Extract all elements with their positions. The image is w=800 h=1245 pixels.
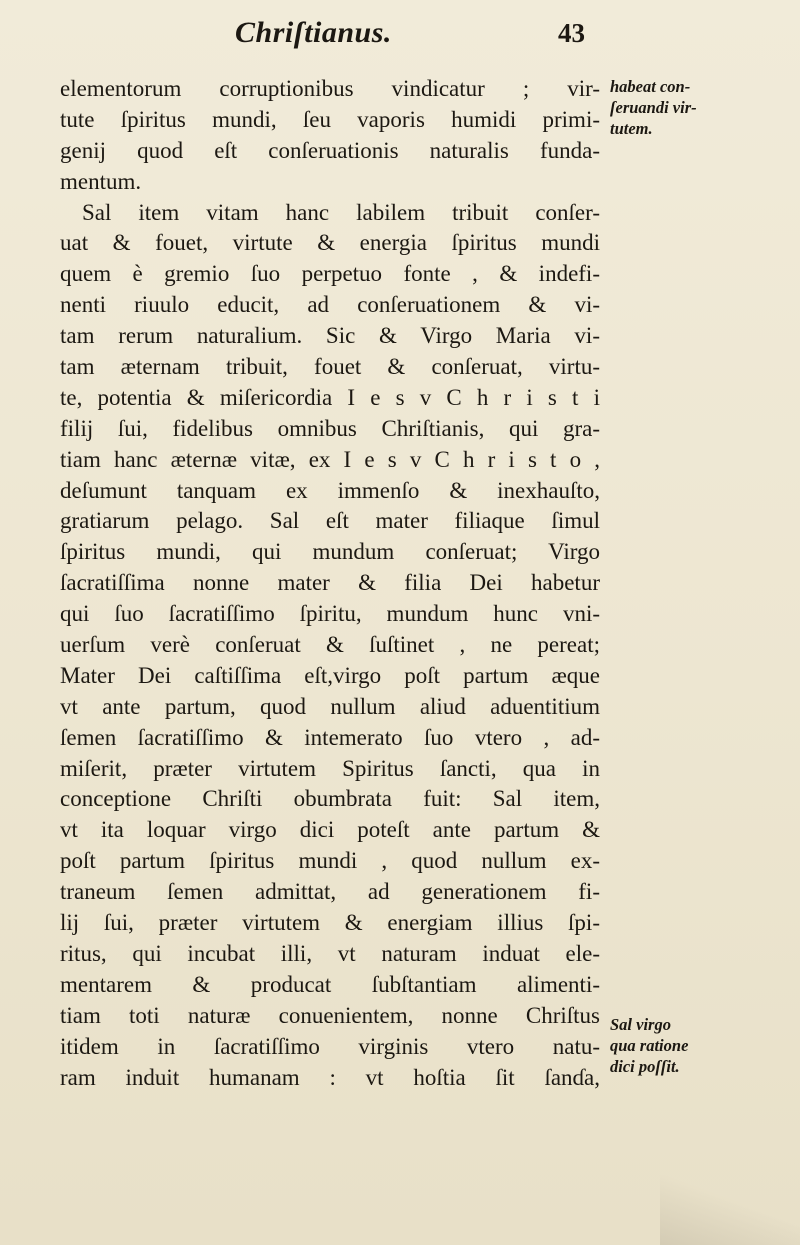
text-line: filij ſui, fidelibus omnibus Chriſtianis, qui gra- (60, 415, 600, 441)
text-line: tam æternam tribuit, fouet & conſeruat, virtu- (60, 354, 600, 380)
text-line: mentum. (60, 168, 142, 194)
text-line: ſemen ſacratiſſimo & intemerato ſuo vtero , ad- (60, 724, 600, 750)
text-line: deſumunt tanquam ex immenſo & inexhauſto, (60, 477, 600, 503)
text-line: poſt partum ſpiritus mundi , quod nullum ex- (60, 848, 600, 874)
margin-note-line: Sal virgo (610, 1015, 671, 1034)
text-line: itidem in ſacratiſſimo virginis vtero natu- (60, 1033, 600, 1059)
text-line: te, potentia & miſericordia I e s v C h r i s t i (60, 384, 600, 410)
text-line: vt ante partum, quod nullum aliud aduentitium (60, 693, 600, 719)
text-line: uat & fouet, virtute & energia ſpiritus mundi (60, 230, 600, 256)
text-line: uerſum verè conſeruat & ſuſtinet , ne pereat; (60, 632, 600, 658)
text-line: Sal item vitam hanc labilem tribuit conſer- (82, 199, 600, 225)
text-line: ſpiritus mundi, qui mundum conſeruat; Virgo (60, 539, 600, 565)
margin-note-line: habeat con- (610, 77, 691, 96)
text-line: vt ita loquar virgo dici poteſt ante partum & (60, 817, 600, 843)
text-line: gratiarum pelago. Sal eſt mater filiaque ſimul (60, 508, 600, 534)
text-line: ram induit humanam : vt hoſtia ſit ſanɗa, (60, 1064, 600, 1090)
margin-note (610, 1014, 790, 1077)
page-header (0, 14, 800, 74)
margin-note-line: dici poſſit. (610, 1057, 680, 1076)
text-line: ritus, qui incubat illi, vt naturam induat ele- (60, 940, 600, 966)
text-line: traneum ſemen admittat, ad generationem fi- (60, 879, 600, 905)
text-line: qui ſuo ſacratiſſimo ſpiritu, mundum hunc vni- (60, 601, 600, 627)
text-line: genij quod eſt conſeruationis naturalis funda- (60, 137, 600, 163)
text-line: lij ſui, præter virtutem & energiam illius ſpi- (60, 910, 600, 936)
text-line: ſacratiſſima nonne mater & filia Dei habetur (60, 570, 600, 596)
running-head: Chriſtianus. (235, 16, 392, 49)
text-line: conceptione Chriſti obumbrata fuit: Sal item, (60, 786, 600, 812)
text-line: quem è gremio ſuo perpetuo fonte , & indefi- (60, 261, 600, 287)
text-line: tam rerum naturalium. Sic & Virgo Maria vi- (60, 323, 600, 349)
margin-note (610, 76, 790, 139)
text-line: nenti riuulo educit, ad conſeruationem & vi- (60, 292, 600, 318)
paper-stain (660, 1175, 800, 1245)
text-line: tute ſpiritus mundi, ſeu vaporis humidi primi- (60, 106, 600, 132)
text-line: elementorum corruptionibus vindicatur ; vir- (60, 76, 600, 101)
body-text (60, 74, 600, 1093)
margin-note-line: tutem. (610, 119, 653, 138)
text-line: Mater Dei caſtiſſima eſt,virgo poſt partum æque (60, 662, 600, 688)
margin-note-line: qua ratione (610, 1036, 689, 1055)
text-line: miſerit, præter virtutem Spiritus ſancti, qua in (60, 755, 600, 781)
text-line: mentarem & producat ſubſtantiam alimenti- (60, 971, 600, 997)
text-line: tiam hanc æternæ vitæ, ex I e s v C h r i s t o , (60, 446, 600, 472)
page-number: 43 (558, 18, 585, 48)
margin-note-line: ſeruandi vir- (610, 98, 697, 117)
text-line: tiam toti naturæ conuenientem, nonne Chriſtus (60, 1002, 600, 1028)
